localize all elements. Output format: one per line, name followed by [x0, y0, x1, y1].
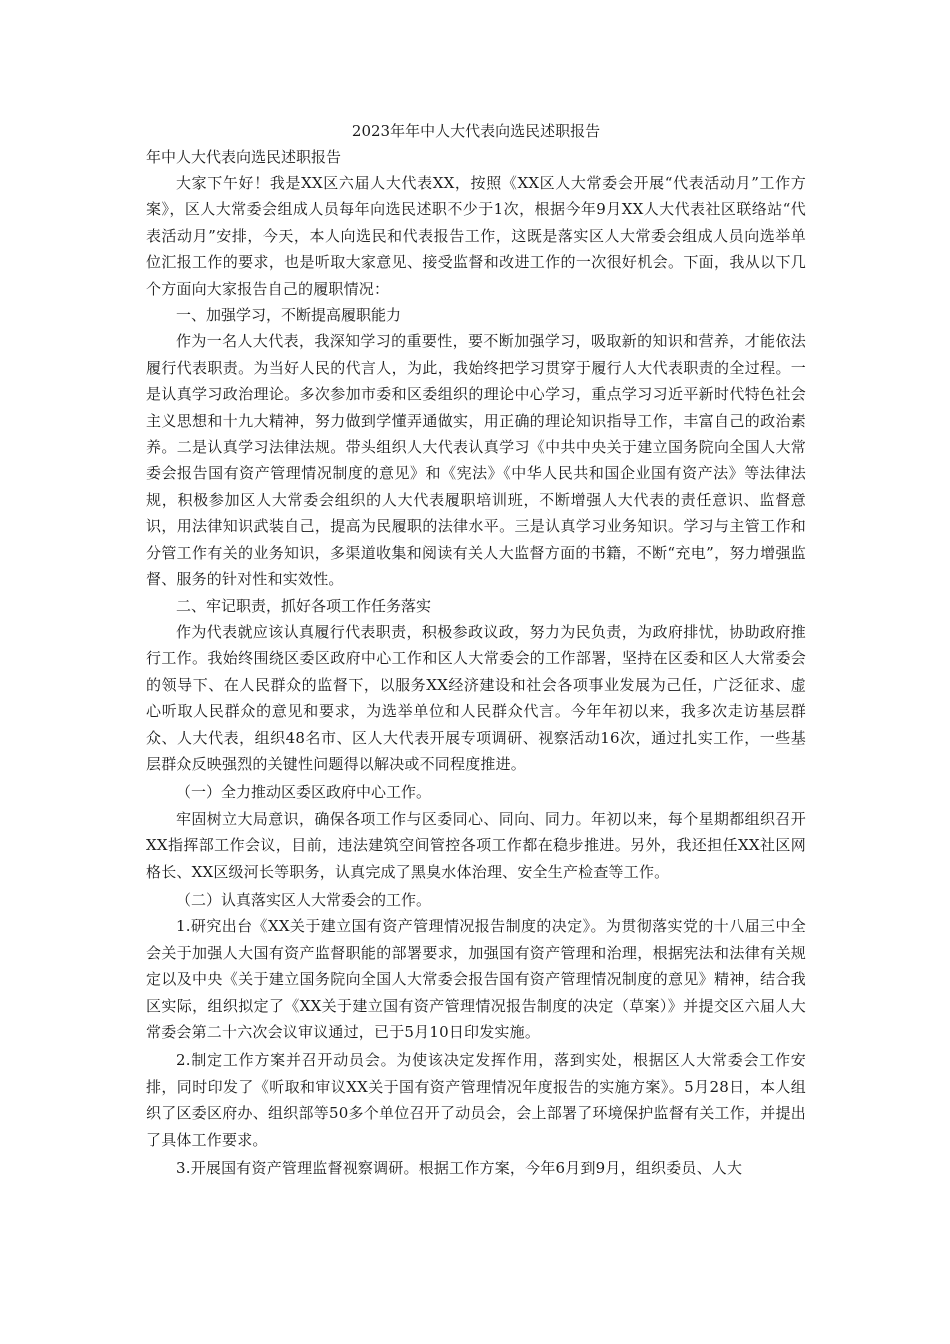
subsection-1-paragraph: 牢固树立大局意识，确保各项工作与区委同心、同向、同力。年初以来，每个星期都组织召开XX指挥部工作会议，目前，违法建筑空间管控各项工作都在稳步推进。另外，我还担任XX社区网格长、XX区级河长等职务，认真完成了黑臭水体治理、安全生产检查等工作。 — [146, 809, 806, 881]
section-1-paragraph: 作为一名人大代表，我深知学习的重要性，要不断加强学习，吸取新的知识和营养，才能依法履行代表职责。为当好人民的代言人，为此，我始终把学习贯穿于履行人大代表职责的全过程。一是认真学习政治理论。多次参加市委和区委组织的理论中心学习，重点学习习近平新时代特色社会主义思想和十九大精神，努力做到学懂弄通做实，用正确的理论知识指导工作，丰富自己的政治素养。二是认真学习法律法规。带头组织人大代表认真学习《中共中央关于建立国务院向全国人大常委会报告国有资产管理情况制度的意见》和《宪法》《中华人民共和国企业国有资产法》等法律法规，积极参加区人大常委会组织的人大代表履职培训班，不断增强人大代表的责任意识、监督意识，用法律知识武装自己，提高为民履职的法律水平。三是认真学习业务知识。学习与主管工作和分管工作有关的业务知识，多渠道收集和阅读有关人大监督方面的书籍，不断“充电”，努力增强监督、服务的针对性和实效性。 — [146, 332, 806, 589]
section-heading-2: 二、牢记职责，抓好各项工作任务落实 — [176, 596, 432, 615]
document-subtitle: 年中人大代表向选民述职报告 — [146, 148, 342, 166]
subsection-heading-2: （二）认真落实区人大常委会的工作。 — [176, 890, 432, 909]
item-1-paragraph: 1.研究出台《XX关于建立国有资产管理情况报告制度的决定》。为贯彻落实党的十八届三中全会关于加强人大国有资产监督职能的部署要求，加强国有资产管理和治理，根据宪法和法律有关规定以及中央《关于建立国务院向全国人大常委会报告国有资产管理情况制度的意见》精神，结合我区实际，组织拟定了《XX关于建立国有资产管理情况报告制度的决定（草案）》并提交区六届人大常委会第二十六次会议审议通过，已于5月10日印发实施。 — [146, 917, 806, 1041]
section-heading-1: 一、加强学习，不断提高履职能力 — [176, 306, 402, 325]
item-3-paragraph: 3.开展国有资产管理监督视察调研。根据工作方案，今年6月到9月，组织委员、人大 — [176, 1159, 743, 1178]
subsection-heading-1: （一）全力推动区委区政府中心工作。 — [176, 783, 432, 802]
document-page — [146, 118, 806, 1181]
section-2-paragraph: 作为代表就应该认真履行代表职责，积极参政议政，努力为民负责，为政府排忧，协助政府推行工作。我始终围绕区委区政府中心工作和区人大常委会的工作部署，坚持在区委和区人大常委会的领导下、在人民群众的监督下，以服务XX经济建设和社会各项事业发展为己任，广泛征求、虚心听取人民群众的意见和要求，为选举单位和人民群众代言。今年年初以来，我多次走访基层群众、人大代表，组织48名市、区人大代表开展专项调研、视察活动16次，通过扎实工作，一些基层群众反映强烈的关键性问题得以解决或不同程度推进。 — [146, 622, 806, 773]
document-title: 2023年年中人大代表向选民述职报告 — [351, 122, 601, 140]
intro-paragraph: 大家下午好！我是XX区六届人大代表XX，按照《XX区人大常委会开展“代表活动月”工作方案》，区人大常委会组成人员每年向选民述职不少于1次，根据今年9月XX人大代表社区联络站“代表活动月”安排，今天，本人向选民和代表报告工作，这既是落实区人大常委会组成人员向选举单位汇报工作的要求，也是听取大家意见、接受监督和改进工作的一次很好机会。下面，我从以下几个方面向大家报告自己的履职情况： — [146, 174, 806, 298]
item-2-paragraph: 2.制定工作方案并召开动员会。为使该决定发挥作用，落到实处，根据区人大常委会工作安排，同时印发了《听取和审议XX关于国有资产管理情况年度报告的实施方案》。5月28日，本人组织了区委区府办、组织部等50多个单位召开了动员会，会上部署了环境保护监督有关工作，并提出了具体工作要求。 — [146, 1051, 806, 1149]
